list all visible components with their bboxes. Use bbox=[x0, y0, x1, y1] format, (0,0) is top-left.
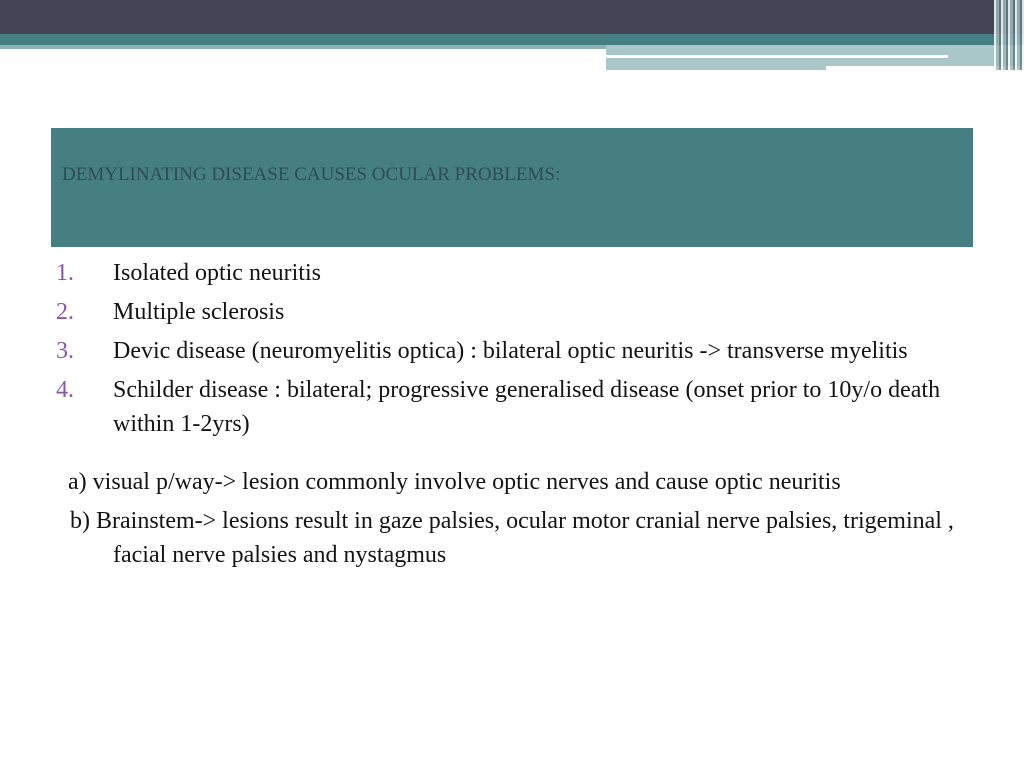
lettered-item: b) Brainstem-> lesions result in gaze palsies, ocular motor cranial nerve palsies, trigeminal , facial nerve palsies and nystagmus bbox=[70, 508, 954, 568]
title-banner bbox=[51, 128, 973, 247]
lettered-list bbox=[56, 465, 966, 572]
header-bar-lower bbox=[606, 66, 826, 70]
list-item-text: Isolated optic neuritis bbox=[113, 260, 321, 286]
list-item bbox=[56, 256, 966, 290]
list-item-text: Schilder disease : bilateral; progressive generalised disease (onset prior to 10y/o death within 1-2yrs) bbox=[113, 377, 941, 437]
list-item bbox=[56, 295, 966, 329]
numbered-list bbox=[56, 256, 966, 441]
header-bar-divider bbox=[606, 55, 948, 58]
slide-title: DEMYLINATING DISEASE CAUSES OCULAR PROBLEMS: bbox=[62, 164, 561, 185]
list-marker: 4. bbox=[56, 377, 74, 403]
header-bar-thin bbox=[0, 45, 606, 49]
list-item bbox=[56, 334, 966, 368]
list-marker: 2. bbox=[56, 299, 74, 325]
list-item bbox=[56, 373, 966, 441]
corner-stripes bbox=[994, 0, 1024, 70]
header-bar-teal bbox=[0, 34, 1024, 45]
list-marker: 1. bbox=[56, 260, 74, 286]
slide-content bbox=[56, 256, 966, 577]
header-bar-dark bbox=[0, 0, 1024, 34]
list-marker: 3. bbox=[56, 338, 74, 364]
lettered-item: a) visual p/way-> lesion commonly involve optic nerves and cause optic neuritis bbox=[68, 469, 841, 495]
list-item-text: Multiple sclerosis bbox=[113, 299, 285, 325]
list-item-text: Devic disease (neuromyelitis optica) : bilateral optic neuritis -> transverse myelitis bbox=[113, 338, 908, 364]
